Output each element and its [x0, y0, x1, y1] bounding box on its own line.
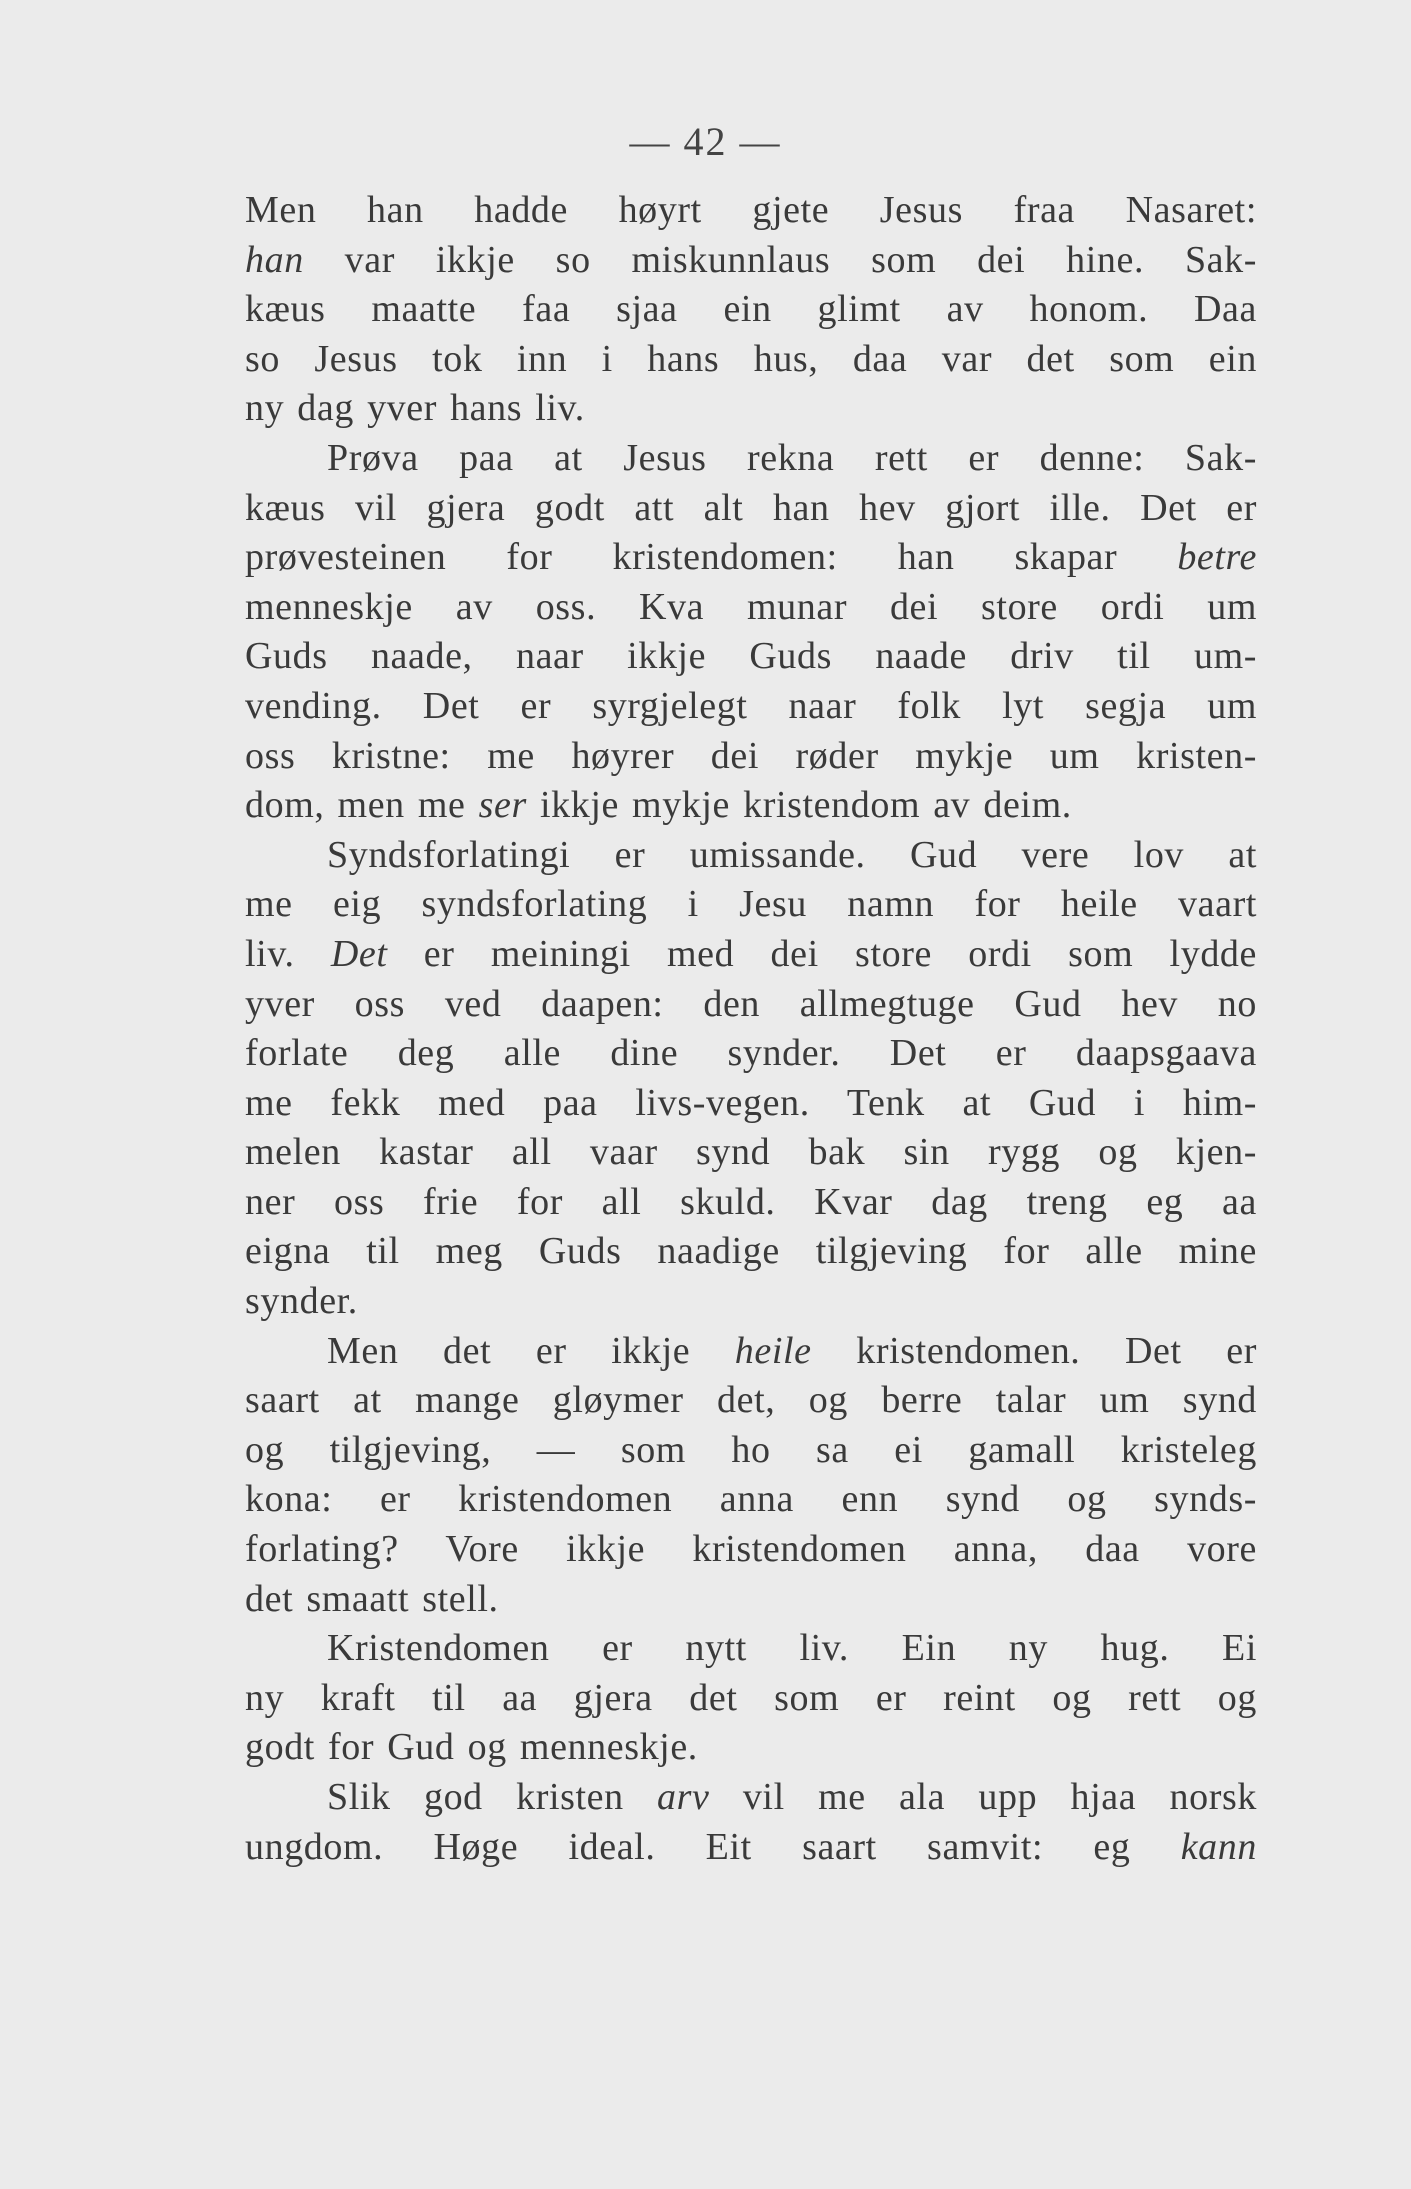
- text-run: ner oss frie for all skuld. Kvar dag treng eg aa: [245, 1180, 1257, 1223]
- text-run: Syndsforlatingi er umissande. Gud vere lov at: [327, 833, 1257, 876]
- text-run: kæus vil gjera godt att alt han hev gjort ille. Det er: [245, 486, 1257, 529]
- text-line: [245, 980, 1257, 1030]
- text-run: ny kraft til aa gjera det som er reint og rett og: [245, 1676, 1257, 1719]
- text-line: [245, 930, 1257, 980]
- text-line: [245, 1723, 1257, 1773]
- text-run: og tilgjeving, — som ho sa ei gamall kristeleg: [245, 1428, 1257, 1471]
- text-run: vil me ala upp hjaa norsk: [709, 1776, 1257, 1818]
- italic-word: arv: [657, 1776, 710, 1818]
- text-run: yver oss ved daapen: den allmegtuge Gud hev no: [245, 982, 1257, 1025]
- text-run: forlate deg alle dine synder. Det er daapsgaava: [245, 1032, 1257, 1075]
- text-run: Men det er ikkje: [327, 1329, 735, 1372]
- text-line: [245, 583, 1257, 633]
- text-line: [245, 1277, 1257, 1327]
- text-line: [245, 732, 1257, 782]
- text-run: oss kristne: me høyrer dei røder mykje um kristen-: [245, 734, 1257, 777]
- text-run: Men han hadde høyrt gjete Jesus fraa Nasaret:: [245, 189, 1257, 231]
- text-line: [245, 1426, 1257, 1476]
- text-line: [245, 1128, 1257, 1178]
- text-line: [245, 1079, 1257, 1129]
- italic-word: ser: [478, 784, 527, 827]
- text-run: me fekk med paa livs-vegen. Tenk at Gud i him-: [245, 1081, 1257, 1124]
- italic-word: han: [245, 238, 304, 281]
- italic-word: Det: [330, 932, 388, 975]
- text-run: ikkje mykje kristendom av deim.: [526, 784, 1072, 827]
- text-line: [245, 781, 1257, 831]
- text-run: er meiningi med dei store ordi som lydde: [387, 932, 1257, 975]
- text-line: [245, 335, 1257, 385]
- text-line: [245, 285, 1257, 335]
- text-run: dom, men me: [245, 784, 479, 827]
- text-line: [245, 1575, 1257, 1625]
- text-run: so Jesus tok inn i hans hus, daa var det som ein: [245, 337, 1257, 380]
- text-run: liv.: [245, 932, 331, 975]
- text-line: [245, 1525, 1257, 1575]
- text-run: ungdom. Høge ideal. Eit saart samvit: eg: [245, 1825, 1181, 1868]
- text-line: [245, 632, 1257, 682]
- italic-word: betre: [1177, 536, 1257, 579]
- text-line: [245, 1475, 1257, 1525]
- text-run: Kristendomen er nytt liv. Ein ny hug. Ei: [327, 1627, 1257, 1670]
- text-line: [245, 484, 1257, 534]
- italic-word: kann: [1180, 1825, 1257, 1868]
- text-line: [245, 1674, 1257, 1724]
- page-number: — 42 —: [629, 119, 782, 164]
- text-line: [245, 1029, 1257, 1079]
- text-run: Slik god kristen: [327, 1776, 658, 1818]
- text-run: vending. Det er syrgjelegt naar folk lyt segja um: [245, 684, 1257, 727]
- text-line: [245, 434, 1257, 484]
- text-line: [245, 831, 1257, 881]
- text-run: menneskje av oss. Kva munar dei store ordi um: [245, 585, 1257, 628]
- text-line: [245, 1327, 1257, 1377]
- text-run: Prøva paa at Jesus rekna rett er denne: Sak-: [327, 436, 1257, 479]
- text-run: me eig syndsforlating i Jesu namn for heile vaart: [245, 883, 1257, 926]
- text-line: [245, 236, 1257, 286]
- text-run: kristendomen. Det er: [811, 1329, 1257, 1372]
- italic-word: heile: [734, 1329, 812, 1372]
- text-run: Guds naade, naar ikkje Guds naade driv til um-: [245, 635, 1257, 678]
- text-run: godt for Gud og menneskje.: [245, 1726, 698, 1769]
- text-line: [245, 1376, 1257, 1426]
- text-line: [245, 533, 1257, 583]
- text-run: melen kastar all vaar synd bak sin rygg og kjen-: [245, 1131, 1257, 1174]
- text-line: [245, 1227, 1257, 1277]
- text-run: forlating? Vore ikkje kristendomen anna, daa vore: [245, 1528, 1257, 1571]
- text-line: [245, 1178, 1257, 1228]
- text-line: [245, 682, 1257, 732]
- text-run: ny dag yver hans liv.: [245, 387, 585, 430]
- text-run: prøvesteinen for kristendomen: han skapar: [245, 536, 1178, 579]
- text-line: [245, 880, 1257, 930]
- text-run: saart at mange gløymer det, og berre talar um synd: [245, 1379, 1257, 1422]
- text-run: det smaatt stell.: [245, 1577, 499, 1620]
- text-run: var ikkje so miskunnlaus som dei hine. Sak-: [303, 238, 1257, 281]
- text-run: kæus maatte faa sjaa ein glimt av honom. Daa: [245, 288, 1257, 331]
- text-line: [245, 186, 1257, 236]
- body-text: [245, 186, 1257, 1872]
- text-line: [245, 1823, 1257, 1873]
- text-run: kona: er kristendomen anna enn synd og synds-: [245, 1478, 1257, 1521]
- text-run: eigna til meg Guds naadige tilgjeving for alle mine: [245, 1230, 1257, 1273]
- text-line: [245, 384, 1257, 434]
- text-run: synder.: [245, 1280, 358, 1323]
- text-line: [245, 1624, 1257, 1674]
- text-line: [245, 1773, 1257, 1823]
